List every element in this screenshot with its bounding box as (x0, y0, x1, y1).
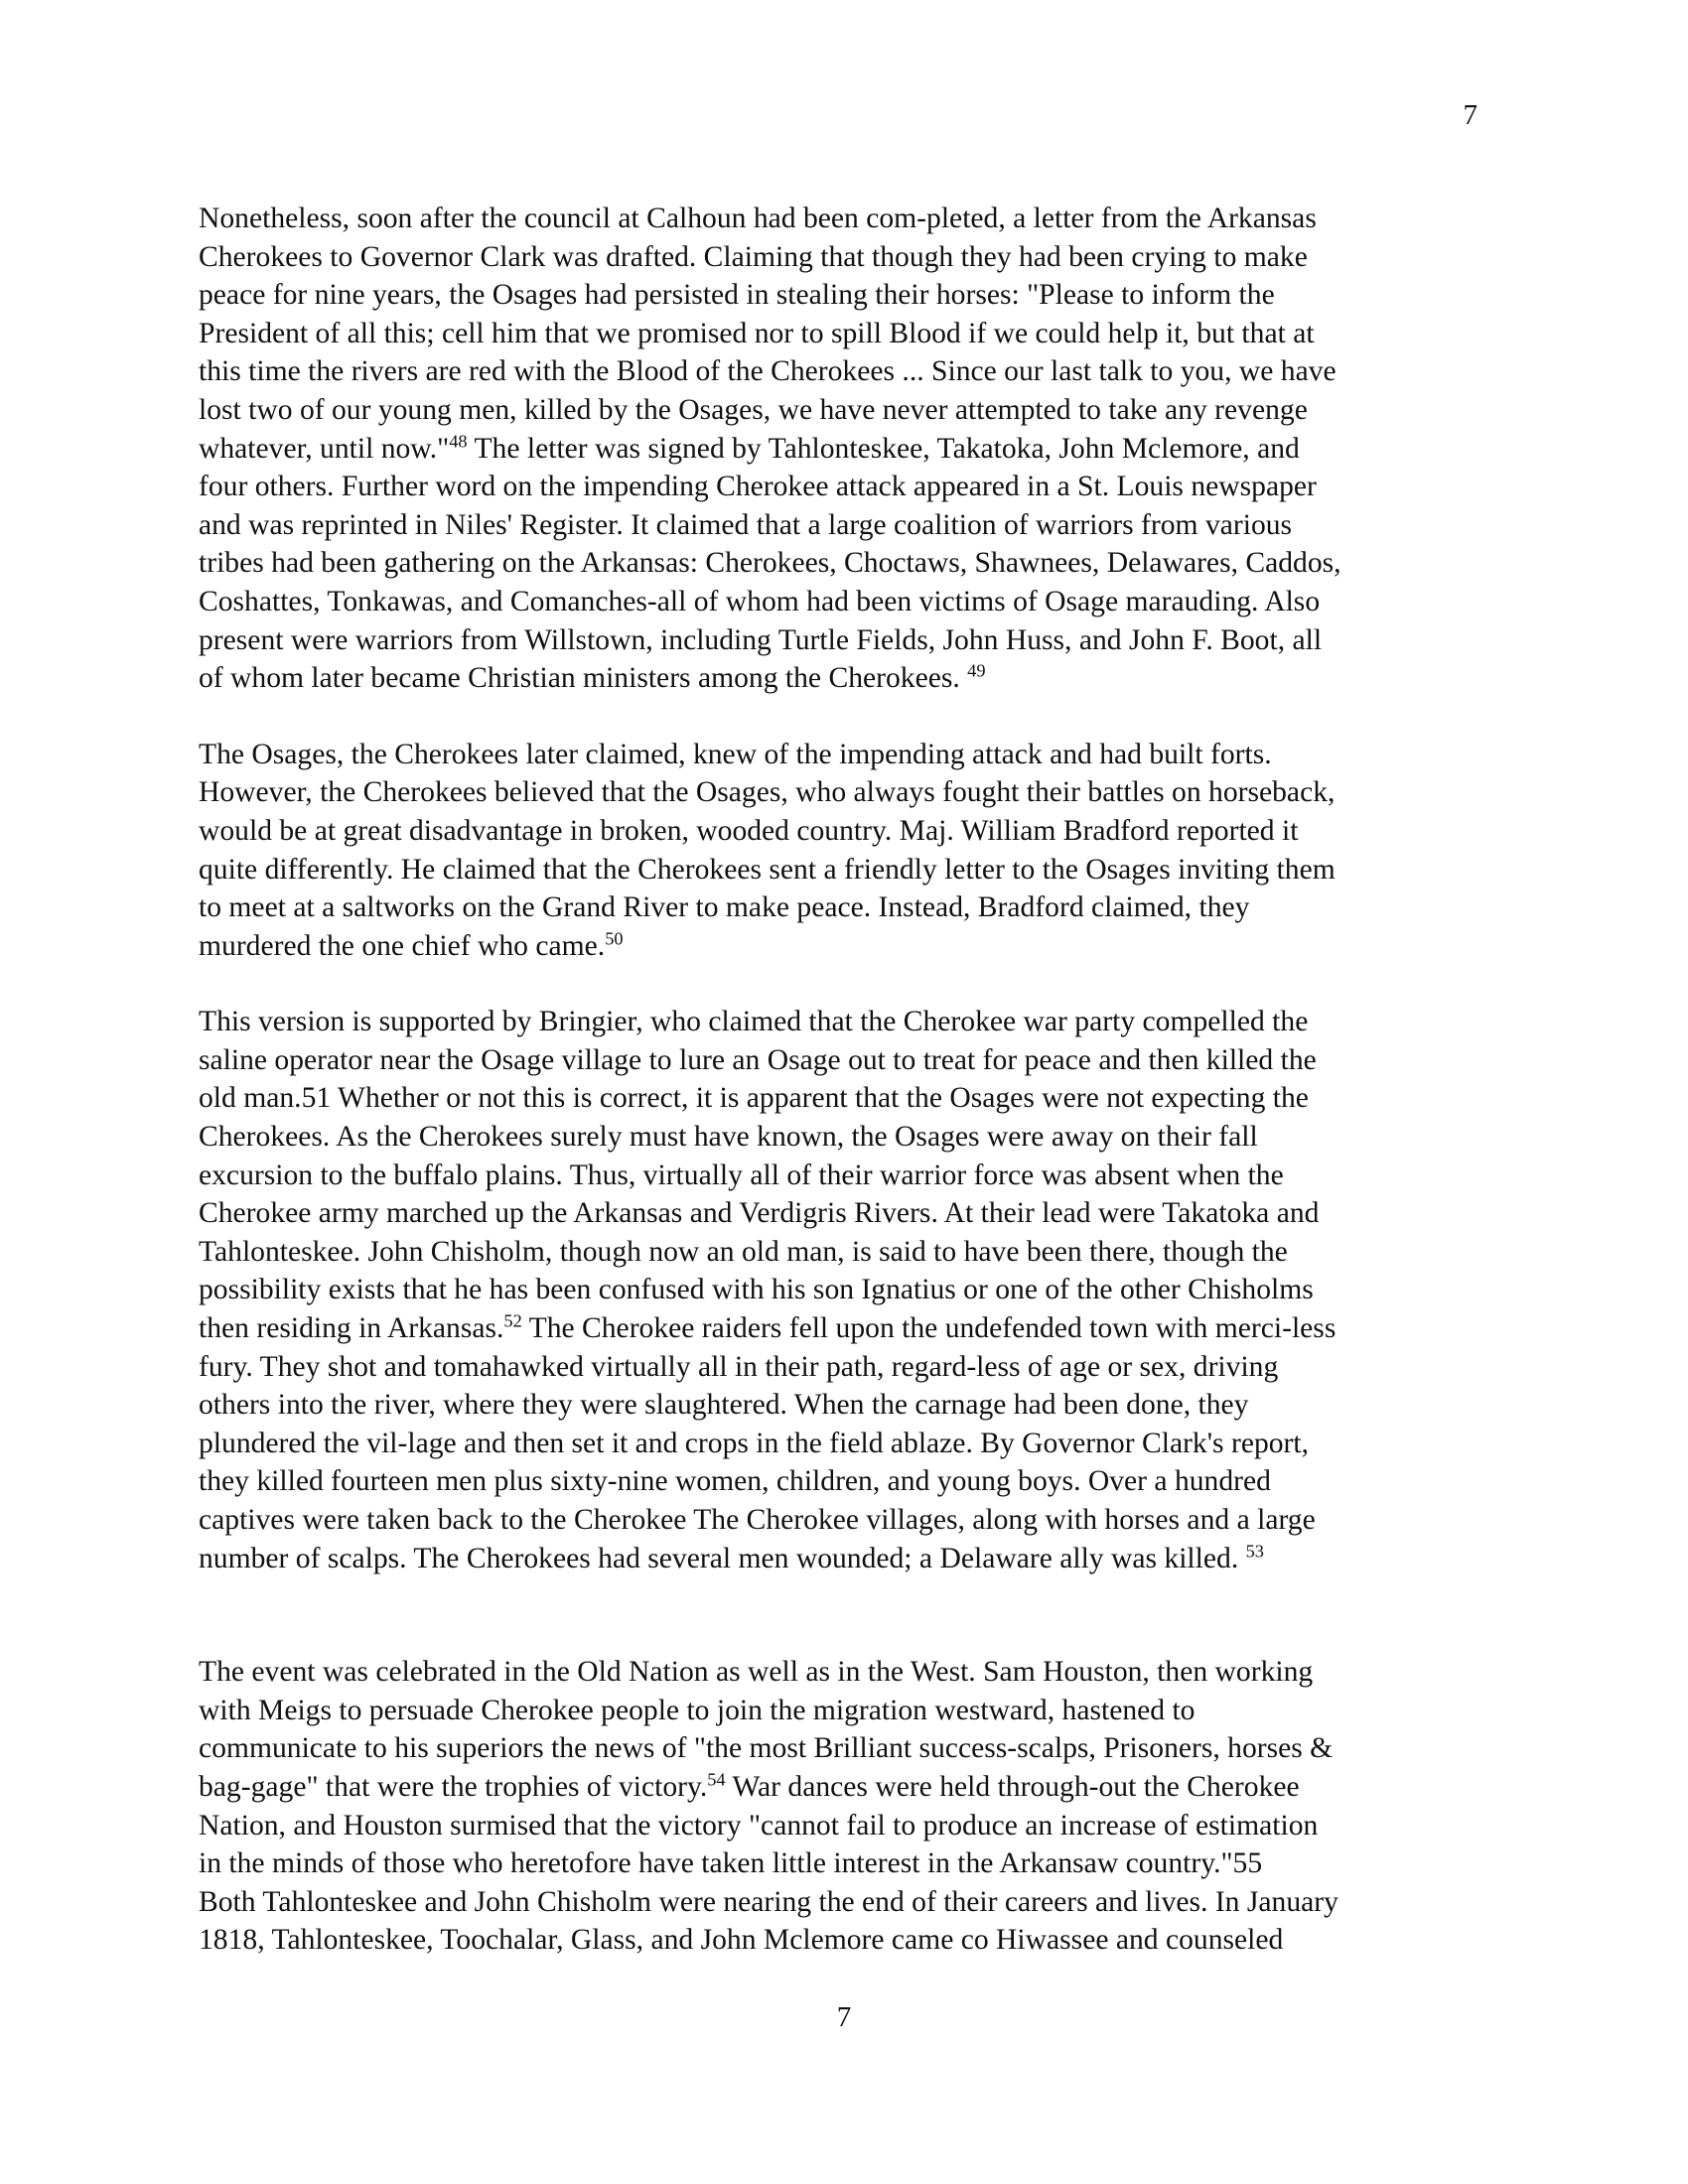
text-line: others into the river, where they were slaughtered. When the carnage had been done, they (199, 1389, 1249, 1422)
text-line: quite differently. He claimed that the Cherokees sent a friendly letter to the Osages inviting them (199, 853, 1336, 886)
text-line: with Meigs to persuade Cherokee people to join the migration westward, hastened to (199, 1694, 1196, 1726)
text-line: possibility exists that he has been confused with his son Ignatius or one of the other Chisholms (199, 1274, 1314, 1306)
text-run: of whom later became Christian ministers among the Cherokees. (199, 662, 968, 695)
text-line: saline operator near the Osage village to lure an Osage out to treat for peace and then killed the (199, 1043, 1317, 1076)
paragraph-3 (199, 1003, 1491, 1577)
paragraph-4 (199, 1653, 1491, 1960)
text-line (199, 1540, 1491, 1578)
text-line (199, 430, 1491, 469)
text-line: tribes had been gathering on the Arkansas: Cherokees, Choctaws, Shawnees, Delawares, Caddos, (199, 547, 1341, 580)
footnote-ref-50: 50 (605, 928, 624, 949)
text-line: they killed fourteen men plus sixty-nine women, children, and young boys. Over a hundred (199, 1465, 1271, 1498)
text-run: then residing in Arkansas. (199, 1312, 504, 1345)
text-line: four others. Further word on the impending Cherokee attack appeared in a St. Louis newspaper (199, 471, 1317, 503)
text-line: this time the rivers are red with the Blood of the Cherokees ... Since our last talk to you, we have (199, 355, 1336, 388)
text-line (199, 927, 1491, 966)
footnote-ref-53: 53 (1245, 1540, 1264, 1561)
text-run: whatever, until now." (199, 432, 450, 465)
text-line: lost two of our young men, killed by the Osages, we have never attempted to take any revenge (199, 393, 1308, 426)
text-line: Both Tahlonteskee and John Chisholm were nearing the end of their careers and lives. In January (199, 1885, 1338, 1918)
text-line (199, 1309, 1491, 1348)
text-line: old man.51 Whether or not this is correct, it is apparent that the Osages were not expecting the (199, 1082, 1309, 1115)
paragraph-2 (199, 736, 1491, 966)
page-number-bottom: 7 (836, 2001, 852, 2033)
text-line: The event was celebrated in the Old Nation as well as in the West. Sam Houston, then working (199, 1656, 1314, 1689)
text-line: Cherokee army marched up the Arkansas and Verdigris Rivers. At their lead were Takatoka and (199, 1197, 1320, 1230)
text-line: communicate to his superiors the news of "the most Brilliant success-scalps, Prisoners, horses & (199, 1732, 1334, 1765)
text-line (199, 1768, 1491, 1807)
text-line: However, the Cherokees believed that the Osages, who always fought their battles on horseback, (199, 776, 1336, 809)
text-line (199, 659, 1491, 698)
text-line: This version is supported by Bringier, who claimed that the Cherokee war party compelled the (199, 1006, 1309, 1038)
text-line: in the minds of those who heretofore have taken little interest in the Arkansaw country."55 (199, 1847, 1263, 1880)
text-line: and was reprinted in Niles' Register. It claimed that a large coalition of warriors from various (199, 508, 1293, 541)
text-run: bag-gage" that were the trophies of victory. (199, 1770, 708, 1803)
text-line: Coshattes, Tonkawas, and Comanches-all of whom had been victims of Osage marauding. Also (199, 585, 1321, 617)
text-line: captives were taken back to the Cherokee The Cherokee villages, along with horses and a large (199, 1504, 1316, 1536)
text-line: to meet at a saltworks on the Grand River to make peace. Instead, Bradford claimed, they (199, 891, 1250, 924)
text-line: fury. They shot and tomahawked virtually all in their path, regard-less of age or sex, driving (199, 1350, 1279, 1383)
footnote-ref-52: 52 (503, 1310, 522, 1331)
text-line: would be at great disadvantage in broken, wooded country. Maj. William Bradford reported it (199, 814, 1299, 847)
footnote-ref-49: 49 (967, 660, 986, 681)
text-run: number of scalps. The Cherokees had several men wounded; a Delaware ally was killed. (199, 1542, 1246, 1574)
text-line: excursion to the buffalo plains. Thus, virtually all of their warrior force was absent when the (199, 1159, 1284, 1191)
text-line: President of all this; cell him that we promised nor to spill Blood if we could help it, but that at (199, 317, 1315, 349)
text-line: Cherokees. As the Cherokees surely must have known, the Osages were away on their fall (199, 1121, 1258, 1154)
text-line: The Osages, the Cherokees later claimed, knew of the impending attack and had built forts. (199, 738, 1272, 770)
text-line: Nation, and Houston surmised that the victory "cannot fail to produce an increase of estimation (199, 1809, 1319, 1842)
text-line: Cherokees to Governor Clark was drafted. Claiming that though they had been crying to make (199, 240, 1308, 273)
text-line: 1818, Tahlonteskee, Toochalar, Glass, and John Mclemore came co Hiwassee and counseled (199, 1924, 1284, 1957)
document-body (199, 200, 1491, 1960)
page-number-top: 7 (1463, 99, 1477, 131)
text-line: present were warriors from Willstown, including Turtle Fields, John Huss, and John F. Boot, all (199, 623, 1323, 656)
paragraph-1 (199, 200, 1491, 698)
text-line: peace for nine years, the Osages had persisted in stealing their horses: "Please to inform the (199, 279, 1275, 312)
text-line: Nonetheless, soon after the council at Calhoun had been com-pleted, a letter from the Arkansas (199, 203, 1317, 234)
footnote-ref-54: 54 (707, 1769, 726, 1790)
text-run: The Cherokee raiders fell upon the undefended town with merci-less (521, 1312, 1336, 1345)
footnote-ref-48: 48 (449, 430, 468, 451)
text-run: murdered the one chief who came. (199, 929, 606, 962)
text-line: plundered the vil-lage and then set it and crops in the field ablaze. By Governor Clark's report, (199, 1427, 1310, 1459)
text-run: The letter was signed by Tahlonteskee, Takatoka, John Mclemore, and (467, 432, 1300, 465)
text-line: Tahlonteskee. John Chisholm, though now an old man, is said to have been there, though the (199, 1235, 1288, 1268)
text-run: War dances were held through-out the Cherokee (725, 1770, 1300, 1803)
